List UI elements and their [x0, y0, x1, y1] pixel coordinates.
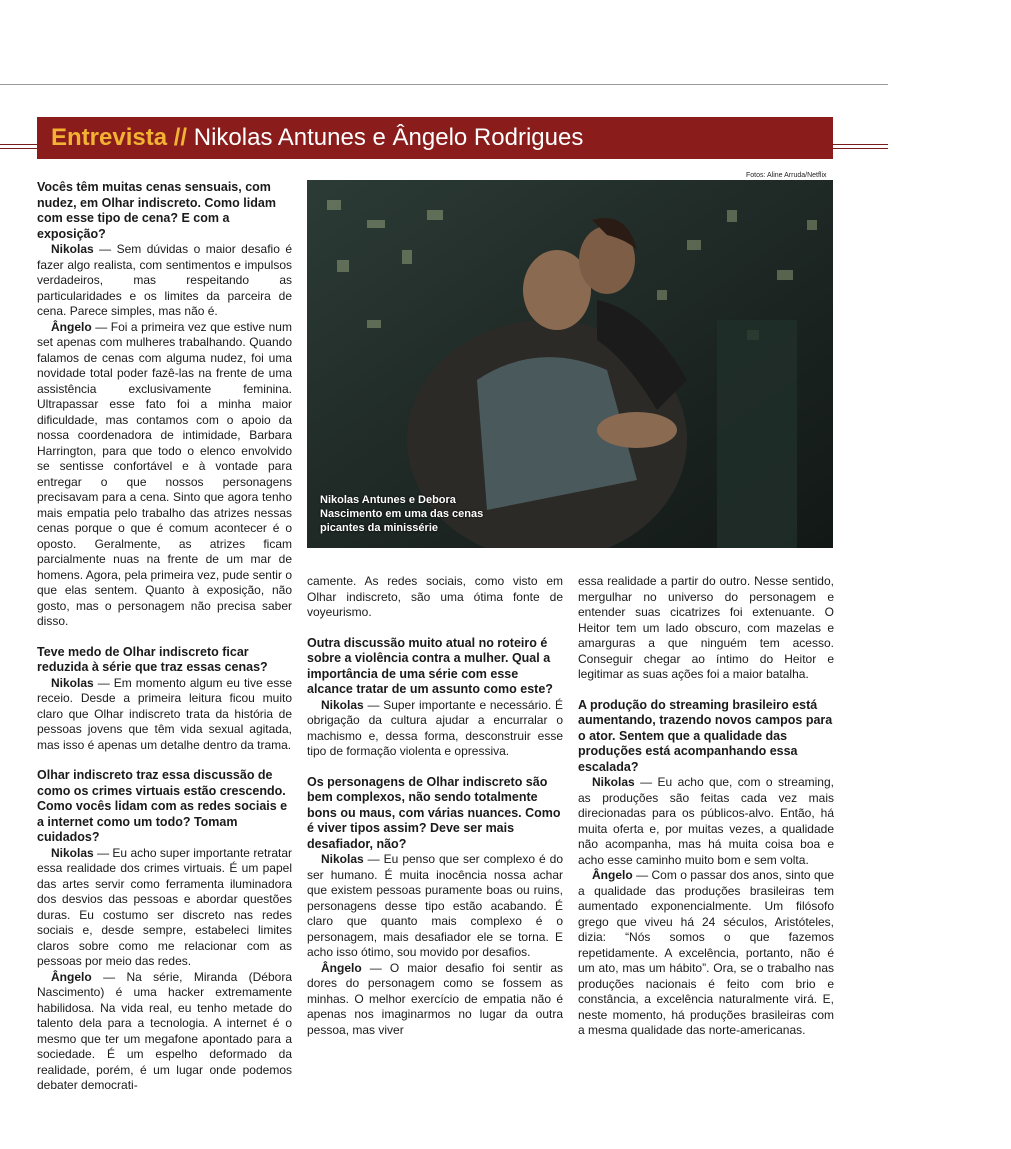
question-heading: Olhar indiscreto traz essa discussão de como os crimes virtuais estão crescendo. Como vocês lidam com as redes sociais e a internet como um todo? Tomam cuidados?: [37, 768, 288, 844]
answer-paragraph: [37, 242, 292, 320]
answer-paragraph: [37, 846, 292, 970]
speaker-name: Nikolas: [592, 775, 635, 789]
speaker-name: Ângelo: [592, 868, 633, 882]
answer-text: — Foi a primeira vez que estive num set apenas com mulheres trabalhando. Quando falamos de cenas com alguma nudez, foi uma novidade total poder fazê-las na frente de uma assistência exclusivamente feminina. Ultrapassar esse fato foi a minha maior dificuldade, mas contamos com o apoio da nossa coordenadora de intimidade, Barbara Harrington, para que todo o elenco envolvido se sentisse confortável e à vontade para entregar o que nossos personagens precisavam para a cena. Sinto que agora tenho mais empatia pelo trabalho das atrizes nessas cenas porque o que é comum acontecer é o oposto. Geralmente, as atrizes ficam parcialmente nuas na frente de um mar de homens. Agora, pela primeira vez, pude sentir o que elas sentem. Quanto à exposição, não gosto, mas o personagem não precisa saber disso.: [37, 319, 292, 628]
question-heading: A produção do streaming brasileiro está aumentando, trazendo novos campos para o ator. Sentem que a qualidade das produções está acompanhando essa escalada?: [578, 697, 833, 774]
answer-text: — Super importante e necessário. É obrigação da cultura ajudar a encurralar o machismo e, dessa forma, desconstruir esse tipo de formação violenta e opressiva.: [307, 697, 563, 758]
section-label: Entrevista: [51, 124, 168, 151]
question-heading: Outra discussão muito atual no roteiro é sobre a violência contra a mulher. Qual a importância de uma série com esse alcance tratar de um assunto como este?: [307, 635, 553, 696]
speaker-name: Nikolas: [51, 675, 94, 690]
answer-paragraph: [578, 775, 834, 868]
photo-caption: Nikolas Antunes e Debora Nascimento em uma das cenas picantes da minissérie: [320, 494, 484, 534]
speaker-name: Nikolas: [51, 242, 94, 256]
continued-text: essa realidade a partir do outro. Nesse sentido, mergulhar no universo do personagem e entender suas cicatrizes foi extenuante. O Heitor tem um lado obscuro, com mazelas e amarguras a que ninguém tem acesso. Conseguir chegar ao íntimo do Heitor e legitimar as suas ações foi a maior batalha.: [578, 574, 834, 681]
question-heading: Vocês têm muitas cenas sensuais, com nudez, em Olhar indiscreto. Como lidam com esse tipo de cena? E com a exposição?: [37, 180, 276, 241]
column-3: [578, 574, 834, 1039]
answer-text: — Com o passar dos anos, sinto que a qualidade das produções brasileiras tem aumentado exponencialmente. Um filósofo grego que viveu há 24 séculos, Aristóteles, dizia: “Nós somos o que fazemos repetidamente. A excelência, portanto, não é um ato, mas um hábito”. Ora, se o trabalho nas produções nacionais é feito com brio e constância, a excelência naturalmente virá. E, neste momento, há produções brasileiras com a mesma qualidade das norte-americanas.: [578, 868, 834, 1037]
answer-paragraph: [37, 970, 292, 1094]
answer-paragraph: [37, 320, 292, 630]
answer-text: — Eu penso que ser complexo é do ser humano. É muita inocência nossa achar que existem pessoas puramente boas ou ruins, personagens desse tipo estão acabando. É claro que quanto mais complexo é o personagem, mais desafiador ele se torna. E acho isso ótimo, sou movido por desafios.: [307, 852, 563, 959]
answer-text: — Sem dúvidas o maior desafio é fazer algo realista, com sentimentos e impulsos verdadeiros, mas respeitando as particularidades e os limites da parceira de cena. Parece simples, mas não é.: [37, 242, 292, 318]
question-heading: Teve medo de Olhar indiscreto ficar reduzida à série que traz essas cenas?: [37, 644, 268, 674]
answer-paragraph: [307, 961, 563, 1039]
speaker-name: Ângelo: [51, 319, 92, 334]
answer-paragraph: [307, 852, 563, 961]
continued-text: camente. As redes sociais, como visto em Olhar indiscreto, são uma ótima fonte de voyeurismo.: [307, 574, 563, 619]
speaker-name: Nikolas: [321, 852, 364, 866]
question-heading: Os personagens de Olhar indiscreto são bem complexos, não sendo totalmente bons ou maus, com várias nuances. Como é viver tipos assim? Deve ser mais desafiador, não?: [307, 774, 561, 851]
answer-text: — O maior desafio foi sentir as dores do personagem como se fossem as minhas. O melhor exercício de empatia não é apenas nos imaginarmos no lugar da outra pessoa, mas viver: [307, 960, 563, 1037]
photo-credit: Fotos: Aline Arruda/Netflix: [746, 172, 827, 179]
answer-paragraph: [578, 868, 834, 1039]
answer-paragraph: [307, 698, 563, 760]
speaker-name: Ângelo: [51, 969, 92, 984]
answer-text: — Eu acho que, com o streaming, as produções são feitas cada vez mais direcionadas para os públicos-alvo. Então, há muita oferta e, por muitas vezes, a qualidade não acompanha, mas há muita coisa boa e acho esse caminho muito bom e sem volta.: [578, 775, 834, 867]
separator: //: [173, 124, 188, 151]
banner-title: [51, 124, 583, 152]
interview-title: Nikolas Antunes e Ângelo Rodrigues: [193, 124, 584, 151]
answer-text: — Eu acho super importante retratar essa realidade dos crimes virtuais. É um papel das artes servir como ferramenta iluminadora dos desvios das pessoas e abordar questões duras. Eu costumo ser discreto nas redes sociais e, desde sempre, estabeleci limites claros sobre como me relacionar com as pessoas por meio das redes.: [37, 845, 292, 968]
speaker-name: Ângelo: [321, 960, 362, 975]
column-1: [37, 180, 292, 1094]
answer-text: — Em momento algum eu tive esse receio. Desde a primeira leitura ficou muito claro que Olhar indiscreto trata da história de pessoas jovens que têm vida sexual agitada, mas isso é apenas um detalhe dentro da trama.: [37, 675, 293, 752]
answer-paragraph: [37, 676, 292, 754]
speaker-name: Nikolas: [51, 845, 94, 860]
top-divider: [0, 84, 888, 85]
speaker-name: Nikolas: [321, 697, 364, 712]
column-2: [307, 574, 563, 1038]
section-banner: [37, 117, 833, 159]
answer-text: — Na série, Miranda (Débora Nascimento) é uma hacker extremamente habilidosa. Na vida real, eu tenho metade do talento dela para a tecnologia. A internet é o mesmo que ter um megafone apontado para a sociedade. É um espelho deformado da realidade, porém, é um lugar onde podemos debater democrati-: [37, 969, 292, 1092]
